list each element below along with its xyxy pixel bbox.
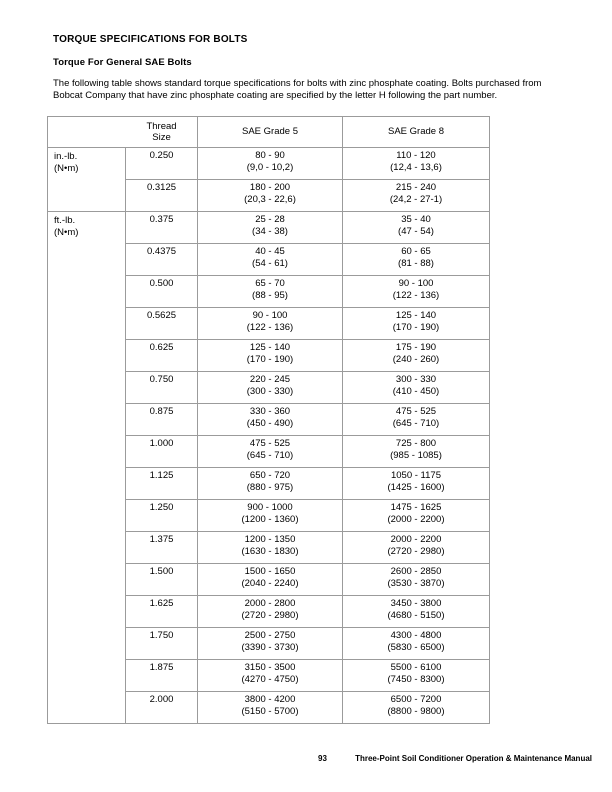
section-heading: Torque For General SAE Bolts: [53, 57, 192, 68]
torque-metric: (985 - 1085): [390, 449, 442, 461]
torque-value: 2500 - 2750: [244, 630, 296, 641]
torque-value: 3450 - 3800: [390, 598, 442, 609]
grade8-cell: [343, 692, 489, 723]
torque-metric: (3530 - 3870): [387, 577, 445, 589]
torque-value: 1475 - 1625: [390, 502, 442, 513]
grade8-cell: [343, 276, 489, 308]
torque-value: 1200 - 1350: [244, 534, 296, 545]
torque-metric: (88 - 95): [252, 289, 288, 301]
grade5-cell: [198, 244, 343, 276]
unit-label: in.-lb.: [54, 151, 78, 162]
grade8-cell: [343, 180, 489, 212]
grade5-cell: [198, 500, 343, 532]
table-header-row: [48, 117, 489, 148]
grade8-cell: [343, 308, 489, 340]
unit-metric: (N•m): [54, 162, 79, 174]
grade8-cell: [343, 436, 489, 468]
torque-metric: (122 - 136): [392, 289, 440, 301]
torque-value: 60 - 65: [401, 246, 431, 257]
torque-metric: (54 - 61): [252, 257, 288, 269]
grade5-cell: [198, 276, 343, 308]
torque-metric: (1630 - 1830): [241, 545, 299, 557]
torque-value: 475 - 525: [395, 406, 437, 417]
torque-metric: (81 - 88): [398, 257, 434, 269]
torque-value: 1500 - 1650: [244, 566, 296, 577]
torque-value: 725 - 800: [395, 438, 437, 449]
thread-size-cell: 0.4375: [126, 244, 198, 276]
thread-size-cell: 1.000: [126, 436, 198, 468]
grade8-cell: [343, 148, 489, 180]
grade5-cell: [198, 212, 343, 244]
grade8-cell: [343, 212, 489, 244]
torque-value: 65 - 70: [255, 278, 285, 289]
torque-value: 3150 - 3500: [244, 662, 296, 673]
grade5-cell: [198, 404, 343, 436]
torque-metric: (2720 - 2980): [387, 545, 445, 557]
torque-value: 5500 - 6100: [390, 662, 442, 673]
torque-metric: (9,0 - 10,2): [246, 161, 294, 173]
grade5-cell: [198, 628, 343, 660]
torque-value: 2600 - 2850: [390, 566, 442, 577]
thread-size-cell: 2.000: [126, 692, 198, 723]
thread-size-cell: 1.500: [126, 564, 198, 596]
intro-line: Bobcat Company that have zinc phosphate coating are specified by the letter H following the part number.: [53, 90, 498, 101]
torque-metric: (450 - 490): [246, 417, 294, 429]
torque-metric: (5830 - 6500): [387, 641, 445, 653]
torque-value: 90 - 100: [398, 278, 434, 289]
torque-metric: (8800 - 9800): [387, 705, 445, 717]
grade5-cell: [198, 564, 343, 596]
grade8-cell: [343, 532, 489, 564]
grade5-cell: [198, 596, 343, 628]
torque-value: 300 - 330: [395, 374, 437, 385]
torque-metric: (170 - 190): [392, 321, 440, 333]
unit-label-cell: [48, 212, 126, 723]
intro-line: The following table shows standard torque specifications for bolts with zinc phosphate coating. Bolts purchased from: [53, 78, 542, 89]
torque-metric: (2040 - 2240): [241, 577, 299, 589]
torque-value: 90 - 100: [252, 310, 288, 321]
thread-size-cell: 0.375: [126, 212, 198, 244]
page-title: TORQUE SPECIFICATIONS FOR BOLTS: [53, 34, 248, 45]
grade5-cell: [198, 532, 343, 564]
grade8-cell: [343, 244, 489, 276]
col-header-label: Thread Size: [146, 120, 177, 143]
grade8-cell: [343, 596, 489, 628]
col-header-grade8: SAE Grade 8: [343, 117, 489, 148]
torque-value: 110 - 120: [396, 150, 436, 161]
thread-size-cell: 0.5625: [126, 308, 198, 340]
thread-size-cell: 1.375: [126, 532, 198, 564]
grade8-cell: [343, 500, 489, 532]
grade8-cell: [343, 468, 489, 500]
torque-metric: (34 - 38): [252, 225, 288, 237]
unit-label-cell: [48, 148, 126, 212]
grade5-cell: [198, 340, 343, 372]
torque-value: 650 - 720: [249, 470, 291, 481]
grade5-cell: [198, 148, 343, 180]
torque-value: 125 - 140: [395, 310, 437, 321]
torque-value: 330 - 360: [249, 406, 291, 417]
torque-metric: (170 - 190): [246, 353, 294, 365]
torque-metric: (1425 - 1600): [387, 481, 445, 493]
thread-size-cell: 0.625: [126, 340, 198, 372]
thread-size-cell: 0.875: [126, 404, 198, 436]
table-row: [48, 212, 489, 244]
grade5-cell: [198, 436, 343, 468]
torque-value: 175 - 190: [395, 342, 437, 353]
torque-metric: (24,2 - 27-1): [389, 193, 443, 205]
unit-metric: (N•m): [54, 226, 79, 238]
torque-metric: (122 - 136): [246, 321, 294, 333]
unit-label: ft.-lb.: [54, 215, 76, 226]
torque-metric: (410 - 450): [392, 385, 440, 397]
grade5-cell: [198, 660, 343, 692]
torque-value: 25 - 28: [255, 214, 285, 225]
torque-metric: (4680 - 5150): [387, 609, 445, 621]
torque-metric: (47 - 54): [398, 225, 434, 237]
torque-metric: (240 - 260): [392, 353, 440, 365]
thread-size-cell: 1.250: [126, 500, 198, 532]
torque-value: 2000 - 2800: [244, 598, 296, 609]
grade8-cell: [343, 372, 489, 404]
torque-value: 40 - 45: [255, 246, 285, 257]
col-header-thread-size: [126, 117, 198, 148]
torque-value: 220 - 245: [249, 374, 291, 385]
col-header-grade5: SAE Grade 5: [198, 117, 343, 148]
thread-size-cell: 0.750: [126, 372, 198, 404]
thread-size-cell: 1.875: [126, 660, 198, 692]
torque-spec-table: [47, 116, 490, 724]
torque-value: 35 - 40: [401, 214, 431, 225]
thread-size-cell: 0.500: [126, 276, 198, 308]
torque-metric: (1200 - 1360): [241, 513, 299, 525]
grade8-cell: [343, 660, 489, 692]
grade8-cell: [343, 404, 489, 436]
torque-value: 3800 - 4200: [244, 694, 296, 705]
thread-size-cell: 1.750: [126, 628, 198, 660]
grade8-cell: [343, 564, 489, 596]
grade8-cell: [343, 340, 489, 372]
table-row: [48, 148, 489, 180]
grade5-cell: [198, 372, 343, 404]
grade5-cell: [198, 692, 343, 723]
torque-metric: (2720 - 2980): [241, 609, 299, 621]
torque-value: 125 - 140: [249, 342, 291, 353]
intro-paragraph: [53, 78, 601, 102]
page-number: 93: [318, 754, 327, 763]
torque-value: 1050 - 1175: [390, 470, 441, 481]
thread-size-cell: 0.3125: [126, 180, 198, 212]
thread-size-cell: 1.125: [126, 468, 198, 500]
grade5-cell: [198, 308, 343, 340]
torque-value: 215 - 240: [395, 182, 437, 193]
grade8-cell: [343, 628, 489, 660]
thread-size-cell: 1.625: [126, 596, 198, 628]
footer-manual-title: Three-Point Soil Conditioner Operation & Maintenance Manual: [355, 754, 592, 763]
torque-metric: (880 - 975): [246, 481, 294, 493]
torque-metric: (7450 - 8300): [387, 673, 445, 685]
torque-value: 475 - 525: [249, 438, 291, 449]
grade5-cell: [198, 180, 343, 212]
torque-value: 2000 - 2200: [390, 534, 442, 545]
thread-size-cell: 0.250: [126, 148, 198, 180]
torque-metric: (645 - 710): [392, 417, 440, 429]
torque-metric: (4270 - 4750): [241, 673, 299, 685]
torque-metric: (645 - 710): [246, 449, 294, 461]
torque-value: 900 - 1000: [247, 502, 293, 513]
torque-metric: (12,4 - 13,6): [390, 161, 442, 173]
torque-metric: (2000 - 2200): [387, 513, 445, 525]
torque-metric: (3390 - 3730): [241, 641, 299, 653]
torque-metric: (5150 - 5700): [241, 705, 299, 717]
torque-metric: (300 - 330): [246, 385, 294, 397]
torque-value: 4300 - 4800: [390, 630, 442, 641]
corner-cell: [48, 117, 126, 148]
torque-value: 80 - 90: [255, 150, 285, 161]
torque-metric: (20,3 - 22,6): [244, 193, 296, 205]
grade5-cell: [198, 468, 343, 500]
torque-value: 6500 - 7200: [390, 694, 442, 705]
torque-value: 180 - 200: [249, 182, 291, 193]
